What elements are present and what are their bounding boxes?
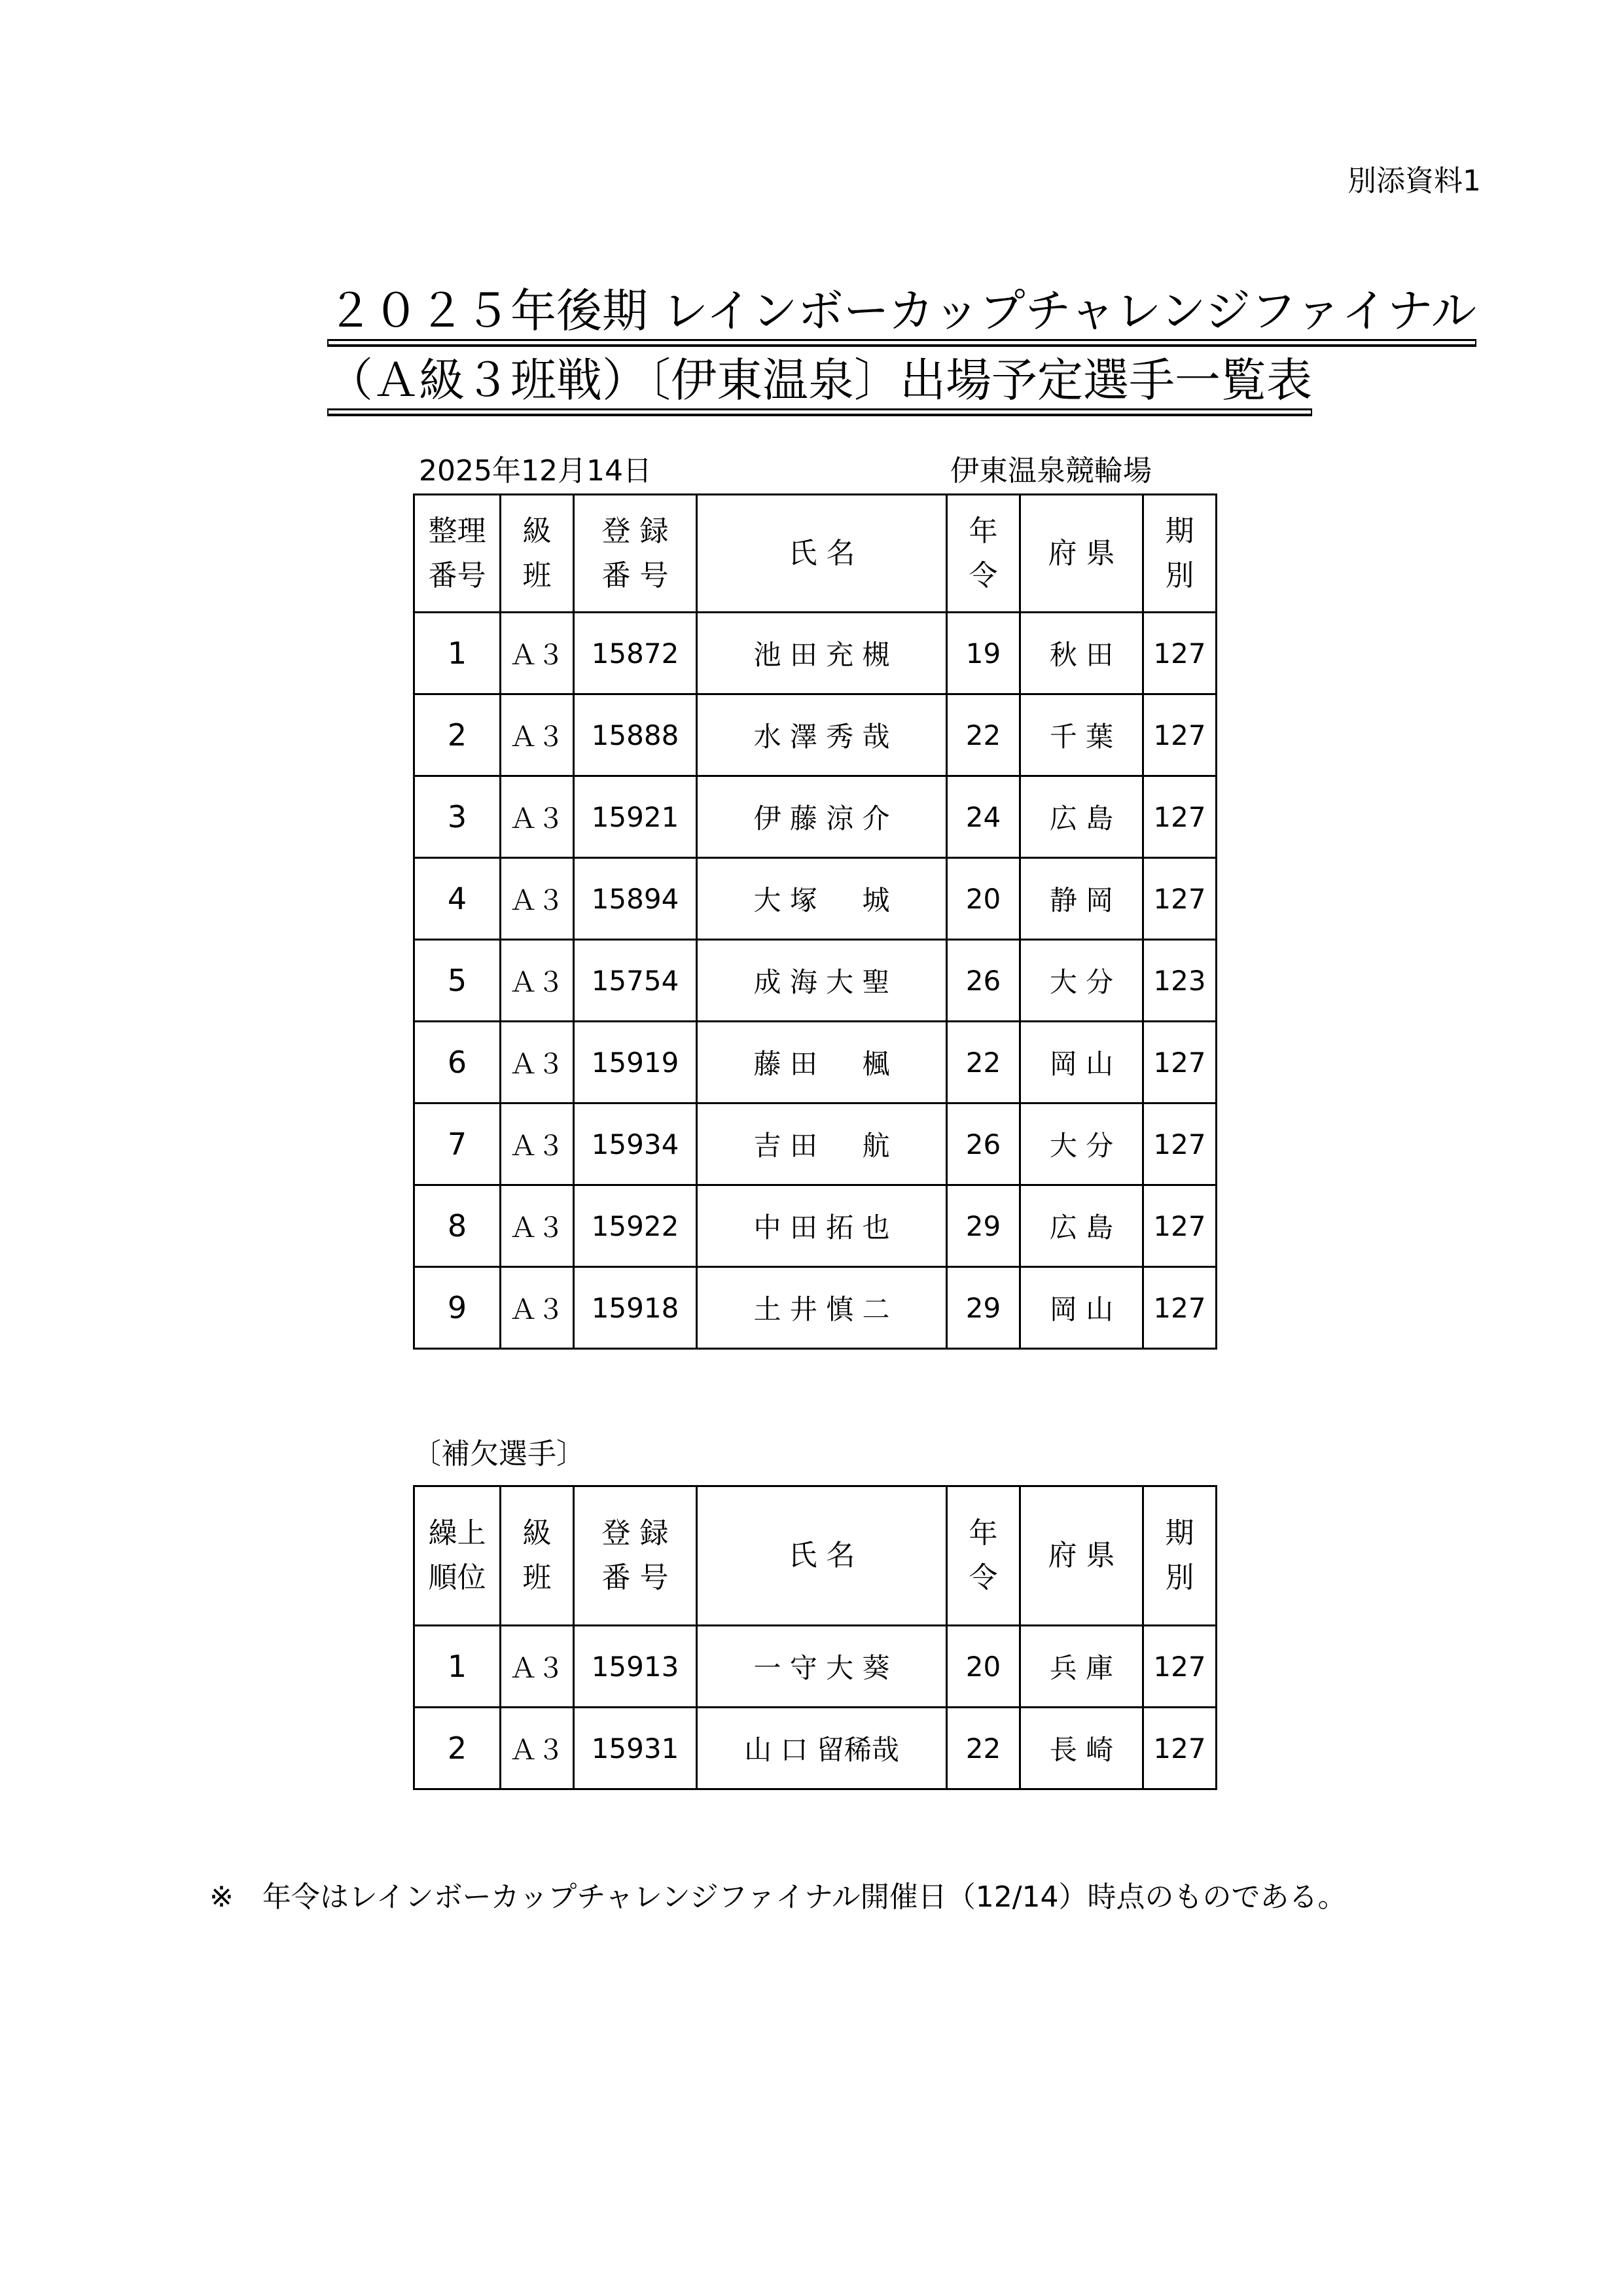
header-reg: 登 録 番 号 [574,495,697,613]
title-line2-text: （Ａ級３班戦）〔伊東温泉〕出場予定選手一覧表 [327,357,1312,410]
cell-age: 22 [947,1022,1020,1103]
cell-class: Ａ３ [501,1185,574,1267]
cell-term: 127 [1143,776,1217,858]
table-row [414,858,1217,940]
cell-pref: 岡 山 [1020,1267,1143,1349]
cell-reg: 15913 [574,1626,697,1708]
table-row [414,1708,1217,1789]
cell-term: 127 [1143,613,1217,694]
cell-age: 22 [947,1708,1020,1789]
cell-reg: 15872 [574,613,697,694]
cell-class: Ａ３ [501,858,574,940]
cell-age: 26 [947,940,1020,1022]
table-row [414,613,1217,694]
cell-pref: 大 分 [1020,1103,1143,1185]
cell-term: 127 [1143,1708,1217,1789]
cell-no: 5 [414,940,501,1022]
cell-term: 127 [1143,858,1217,940]
header-no: 整理 番号 [414,495,501,613]
cell-name: 土 井 慎 二 [697,1267,947,1349]
header-term: 期 別 [1143,1486,1217,1626]
cell-term: 127 [1143,1103,1217,1185]
table-row [414,1626,1217,1708]
cell-class: Ａ３ [501,613,574,694]
header-term: 期 別 [1143,495,1217,613]
table-row [414,940,1217,1022]
document-title-line1 [327,284,1477,341]
main-roster-table [413,493,1217,1350]
table-row [414,1185,1217,1267]
cell-class: Ａ３ [501,1708,574,1789]
cell-rank: 1 [414,1626,501,1708]
sub-header-row [414,1486,1217,1626]
cell-name: 大 塚 城 [697,858,947,940]
table-row [414,1267,1217,1349]
header-pref: 府 県 [1020,495,1143,613]
cell-reg: 15754 [574,940,697,1022]
cell-pref: 広 島 [1020,1185,1143,1267]
cell-class: Ａ３ [501,694,574,776]
cell-name: 水 澤 秀 哉 [697,694,947,776]
cell-class: Ａ３ [501,776,574,858]
table-row [414,776,1217,858]
cell-term: 127 [1143,1185,1217,1267]
cell-class: Ａ３ [501,1626,574,1708]
table-row [414,1103,1217,1185]
cell-class: Ａ３ [501,1103,574,1185]
title-line1-text: ２０２５年後期 レインボーカップチャレンジファイナル [327,288,1476,341]
cell-term: 127 [1143,1022,1217,1103]
cell-reg: 15888 [574,694,697,776]
cell-reg: 15934 [574,1103,697,1185]
table-row [414,694,1217,776]
cell-name: 山 口 留稀哉 [697,1708,947,1789]
cell-pref: 兵 庫 [1020,1626,1143,1708]
cell-age: 29 [947,1267,1020,1349]
document-title-line2 [327,353,1312,410]
cell-no: 1 [414,613,501,694]
cell-age: 20 [947,1626,1020,1708]
footnote: ※ 年令はレインボーカップチャレンジファイナル開催日（12/14）時点のものである。 [209,1880,1347,1914]
cell-no: 4 [414,858,501,940]
cell-class: Ａ３ [501,940,574,1022]
header-reg: 登 録 番 号 [574,1486,697,1626]
header-pref: 府 県 [1020,1486,1143,1626]
cell-name: 成 海 大 聖 [697,940,947,1022]
cell-name: 藤 田 楓 [697,1022,947,1103]
cell-reg: 15919 [574,1022,697,1103]
header-name: 氏 名 [697,495,947,613]
header-class: 級 班 [501,1486,574,1626]
cell-term: 127 [1143,1267,1217,1349]
attachment-label: 別添資料1 [1347,164,1481,198]
table-row [414,1022,1217,1103]
cell-no: 8 [414,1185,501,1267]
cell-reg: 15931 [574,1708,697,1789]
cell-pref: 大 分 [1020,940,1143,1022]
cell-reg: 15922 [574,1185,697,1267]
cell-term: 127 [1143,694,1217,776]
cell-age: 20 [947,858,1020,940]
cell-name: 中 田 拓 也 [697,1185,947,1267]
header-rank: 繰上 順位 [414,1486,501,1626]
cell-age: 19 [947,613,1020,694]
cell-no: 2 [414,694,501,776]
cell-reg: 15921 [574,776,697,858]
cell-pref: 千 葉 [1020,694,1143,776]
cell-age: 29 [947,1185,1020,1267]
substitutes-label: 〔補欠選手〕 [412,1437,585,1471]
cell-term: 127 [1143,1626,1217,1708]
cell-age: 22 [947,694,1020,776]
header-name: 氏 名 [697,1486,947,1626]
event-date: 2025年12月14日 [419,454,652,488]
cell-pref: 広 島 [1020,776,1143,858]
cell-no: 7 [414,1103,501,1185]
cell-rank: 2 [414,1708,501,1789]
cell-pref: 秋 田 [1020,613,1143,694]
main-header-row [414,495,1217,613]
cell-pref: 長 崎 [1020,1708,1143,1789]
cell-age: 26 [947,1103,1020,1185]
header-class: 級 班 [501,495,574,613]
cell-name: 池 田 充 槻 [697,613,947,694]
cell-name: 伊 藤 涼 介 [697,776,947,858]
cell-pref: 岡 山 [1020,1022,1143,1103]
substitutes-table [413,1485,1217,1790]
cell-pref: 静 岡 [1020,858,1143,940]
event-venue: 伊東温泉競輪場 [950,454,1152,488]
cell-term: 123 [1143,940,1217,1022]
header-age: 年 令 [947,495,1020,613]
cell-reg: 15918 [574,1267,697,1349]
cell-name: 吉 田 航 [697,1103,947,1185]
cell-age: 24 [947,776,1020,858]
header-age: 年 令 [947,1486,1020,1626]
cell-name: 一 守 大 葵 [697,1626,947,1708]
cell-no: 3 [414,776,501,858]
cell-no: 6 [414,1022,501,1103]
cell-no: 9 [414,1267,501,1349]
cell-reg: 15894 [574,858,697,940]
cell-class: Ａ３ [501,1022,574,1103]
cell-class: Ａ３ [501,1267,574,1349]
